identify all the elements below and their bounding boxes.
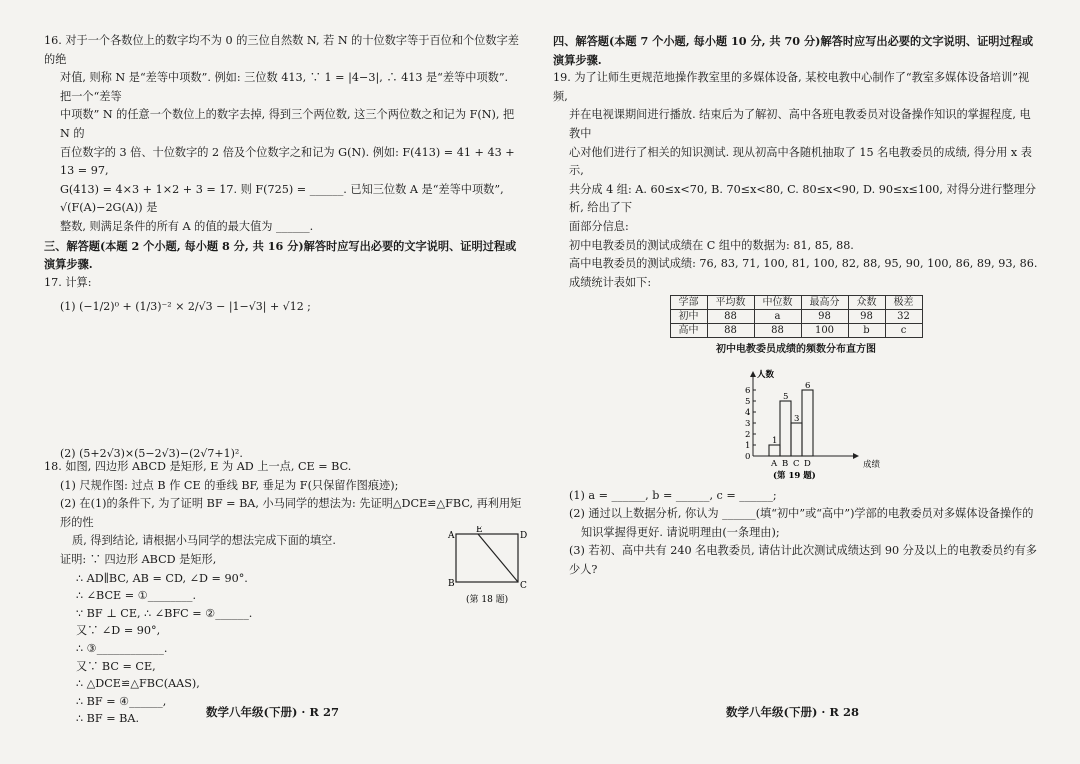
q19-line: 心对他们进行了相关的知识测试. 现从初高中各随机抽取了 15 名电教委员的成绩, 得分用 x 表示, <box>569 145 1032 178</box>
x-axis-label: 成绩 <box>863 459 881 470</box>
y-tick-label: 1 <box>745 440 751 451</box>
section-4-heading: 四、解答题(本题 7 个小题, 每小题 10 分, 共 70 分)解答时应写出必要的文字说明、证明过程或演算步骤. <box>553 34 1034 67</box>
segment-ce <box>478 534 518 582</box>
question-19 <box>553 69 1039 236</box>
q19-line: 面部分信息: <box>569 219 629 233</box>
sub-question-1: (1) a = ______, b = ______, c = ______; <box>569 488 777 502</box>
proof-line: ∴ BF = BA. <box>76 712 140 726</box>
question-17: 17. 计算: <box>44 275 92 289</box>
stats-table <box>670 295 923 338</box>
figure-19-caption: (第 19 题) <box>773 470 816 480</box>
proof-line: ∴ AD∥BC, AB = CD, ∠D = 90°. <box>76 571 248 585</box>
table-cell: 32 <box>885 310 922 324</box>
table-header-cell: 平均数 <box>707 296 754 310</box>
bar-value-label: 3 <box>794 413 800 424</box>
sub-question-3: (3) 若初、高中共有 240 名电教委员, 请估计此次测试成绩达到 90 分及以上的电教委员约有多少人? <box>569 544 1037 576</box>
x-axis-arrow <box>853 453 859 459</box>
info-table-intro: 成绩统计表如下: <box>569 275 652 289</box>
proof-line: ∵ BF ⊥ CE, ∴ ∠BFC = ②______. <box>76 606 253 620</box>
label-a: A <box>448 531 455 541</box>
y-tick-label: 0 <box>745 451 751 462</box>
proof-line: ∴ ③____________. <box>76 641 168 655</box>
table-cell: 88 <box>707 310 754 324</box>
q18-line: (2) 在(1)的条件下, 为了证明 BF = BA, 小马同学的想法为: 先证明△DCE≌△FBC, 再利用矩形的性 <box>60 497 522 529</box>
q18-line: 质, 得到结论, 请根据小马同学的想法完成下面的填空. <box>72 534 336 548</box>
section-3-heading: 三、解答题(本题 2 个小题, 每小题 8 分, 共 16 分)解答时应写出必要的文字说明、证明过程或演算步骤. <box>44 238 517 272</box>
bar-value-label: 5 <box>783 391 789 402</box>
q19-line: 并在电视课期间进行播放. 结束后为了解初、高中各班电教委员对设备操作知识的掌握程度, 电教中 <box>569 108 1031 140</box>
histogram-bar <box>780 401 791 456</box>
label-d: D <box>520 531 528 541</box>
table-header-cell: 中位数 <box>754 296 801 310</box>
histogram <box>553 360 1039 480</box>
answer-space <box>44 317 522 445</box>
proof-line: ∴ BF = ④______, <box>76 694 167 708</box>
y-tick-label: 6 <box>745 385 751 396</box>
q19-line: 共分成 4 组: A. 60≤x<70, B. 70≤x<80, C. 80≤x<90, D. 90≤x≤100, 对得分进行整理分析, 给出了下 <box>569 182 1036 215</box>
q17-part2: (2) (5+2√3)×(5−2√3)−(2√7+1)². <box>60 446 243 460</box>
q16-line: 百位数字的 3 倍、十位数字的 2 倍及个位数字之和记为 G(N). 例如: F(413) = 41 + 43 + 13 = 97, <box>60 145 515 178</box>
histogram-bar <box>769 445 780 456</box>
category-label: D <box>804 458 811 469</box>
question-16 <box>44 32 522 237</box>
q18-line: (1) 尺规作图: 过点 B 作 CE 的垂线 BF, 垂足为 F(只保留作图痕迹); <box>60 478 399 492</box>
sub-question-2: (2) 通过以上数据分析, 你认为 ______(填“初中”或“高中”)学部的电教委员对多媒体设备操作的 <box>569 507 1034 521</box>
right-page <box>553 32 1039 579</box>
table-cell: 高中 <box>670 324 707 338</box>
left-page-footer: 数学八年级(下册) · R 27 <box>206 705 339 719</box>
table-cell: 100 <box>801 324 848 338</box>
table-cell: 初中 <box>670 310 707 324</box>
figure-18-caption: (第 18 题) <box>466 595 509 605</box>
right-page-footer: 数学八年级(下册) · R 28 <box>726 705 859 719</box>
q16-line: 中项数” N 的任意一个数位上的数字去掉, 得到三个两位数, 这三个两位数之和记为 F(N), 把 N 的 <box>60 108 515 140</box>
q16-line: 16. 对于一个各数位上的数字均不为 0 的三位自然数 N, 若 N 的十位数字等于百位和个位数字差的绝 <box>44 34 519 66</box>
y-tick-label: 3 <box>745 418 751 429</box>
info-senior-scores: 高中电教委员的测试成绩: 76, 83, 71, 100, 81, 100, 82, 88, 95, 90, 100, 86, 89, 93, 86. <box>569 257 1038 271</box>
q18-line: 18. 如图, 四边形 ABCD 是矩形, E 为 AD 上一点, CE = BC. <box>44 460 352 473</box>
table-cell: 98 <box>848 310 885 324</box>
rectangle-abcd <box>456 534 518 582</box>
table-cell: 88 <box>707 324 754 338</box>
histogram-bar <box>791 423 802 456</box>
category-label: B <box>782 458 789 469</box>
table-header-cell: 最高分 <box>801 296 848 310</box>
table-header-row <box>670 296 922 310</box>
category-label: C <box>793 458 800 469</box>
table-cell: 98 <box>801 310 848 324</box>
table-row <box>670 324 922 338</box>
proof-line: ∴ △DCE≌△FBC(AAS), <box>76 677 200 691</box>
q17-part1: (1) (−1/2)⁰ + (1/3)⁻² × 2/√3 − |1−√3| + √12 ; <box>60 300 311 314</box>
histogram-title: 初中电教委员成绩的频数分布直方图 <box>716 344 876 356</box>
proof-line: ∴ ∠BCE = ①________. <box>76 589 197 603</box>
q16-line: 对值, 则称 N 是“差等中项数”. 例如: 三位数 413, ∵ 1 = |4−3|, ∴ 413 是“差等中项数”. 把一个“差等 <box>60 71 509 103</box>
y-axis-label: 人数 <box>757 369 775 380</box>
label-e: E <box>476 526 483 535</box>
q16-line: G(413) = 4×3 + 1×2 + 3 = 17. 则 F(725) = ______. 已知三位数 A 是“差等中项数”, √(F(A)−2G(A)) 是 <box>60 182 504 215</box>
table-cell: a <box>754 310 801 324</box>
proof-line: 又∵ ∠D = 90°, <box>76 624 161 638</box>
info-junior-c-group: 初中电教委员的测试成绩在 C 组中的数据为: 81, 85, 88. <box>569 238 854 252</box>
y-tick-label: 2 <box>745 429 751 440</box>
proof-line: 证明: ∵ 四边形 ABCD 是矩形, <box>60 552 217 566</box>
y-axis-arrow <box>750 371 756 377</box>
table-cell: 88 <box>754 324 801 338</box>
table-cell: b <box>848 324 885 338</box>
q16-line: 整数, 则满足条件的所有 A 的值的最大值为 ______. <box>60 219 314 233</box>
category-label: A <box>771 458 778 469</box>
bar-value-label: 6 <box>805 380 811 391</box>
figure-18 <box>444 526 536 606</box>
table-row <box>670 310 922 324</box>
table-header-cell: 众数 <box>848 296 885 310</box>
table-header-cell: 极差 <box>885 296 922 310</box>
proof-line: 又∵ BC = CE, <box>76 659 156 673</box>
histogram-bar <box>802 390 813 456</box>
q19-line: 19. 为了让师生更规范地操作教室里的多媒体设备, 某校电教中心制作了“教室多媒体设备培训”视频, <box>553 71 1030 103</box>
y-tick-label: 4 <box>745 407 751 418</box>
sub-question-2-cont: 知识掌握得更好. 请说明理由(一条理由); <box>581 525 780 539</box>
table-cell: c <box>885 324 922 338</box>
y-tick-label: 5 <box>745 396 751 407</box>
bar-value-label: 1 <box>772 435 778 446</box>
table-header-cell: 学部 <box>670 296 707 310</box>
left-page <box>44 32 522 464</box>
label-b: B <box>448 579 455 589</box>
label-c: C <box>520 581 527 591</box>
